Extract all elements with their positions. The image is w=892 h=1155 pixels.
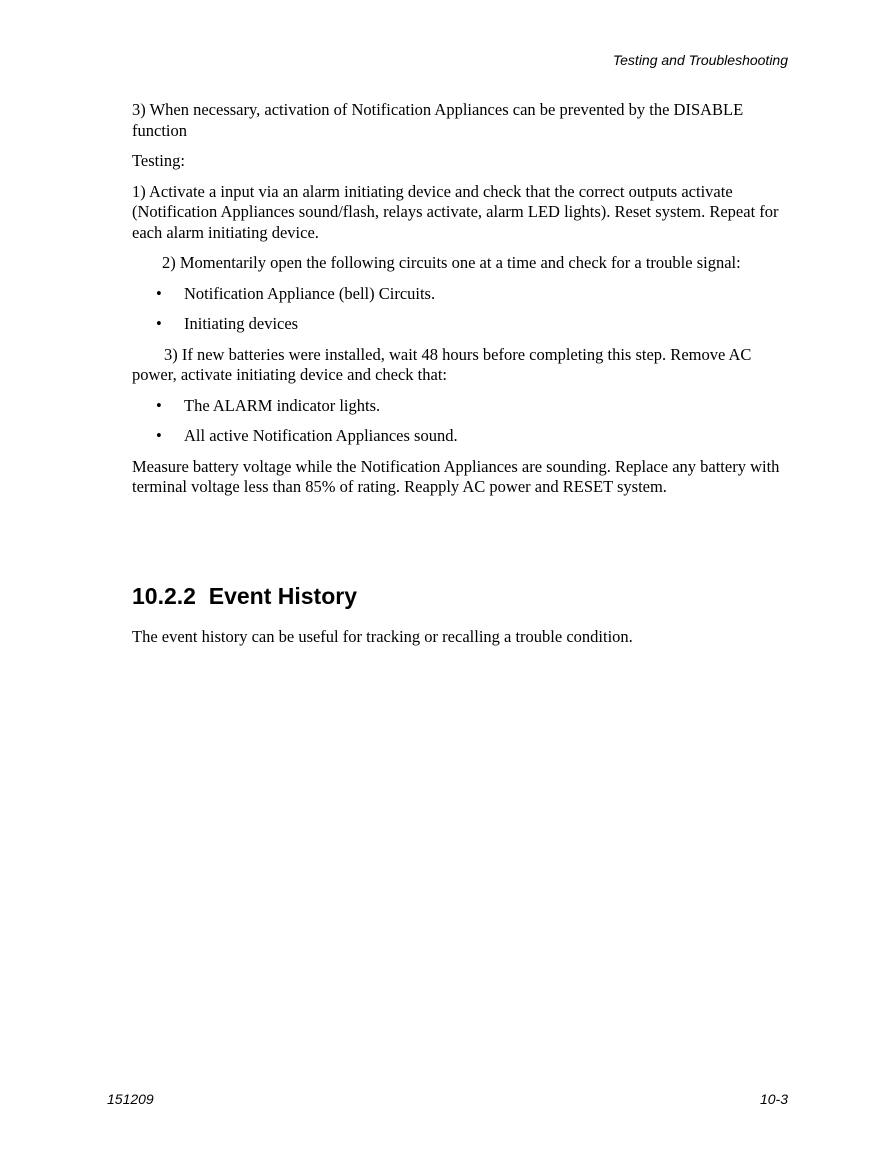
running-header: Testing and Troubleshooting	[612, 52, 788, 68]
bullet-icon: •	[156, 426, 162, 445]
list-item-text: Notification Appliance (bell) Circuits.	[184, 283, 436, 303]
list-item-text: The ALARM indicator lights.	[184, 395, 381, 415]
list-item	[132, 284, 792, 305]
section-title: Event History	[208, 583, 357, 609]
bullet-icon: •	[156, 283, 162, 303]
list-item-text: Initiating devices	[184, 314, 299, 333]
test-step-3: 3) If new batteries were installed, wait 48 hours before completing this step. Remove AC power, activate initiating device and check that:	[132, 344, 752, 384]
paragraph-disable: 3) When necessary, activation of Notification Appliances can be prevented by the DISABLE function	[132, 100, 744, 140]
list-item	[132, 396, 792, 417]
battery-paragraph: Measure battery voltage while the Notification Appliances are sounding. Replace any battery with terminal voltage less than 85% of rating. Reapply AC power and RESET system.	[132, 456, 780, 496]
section-paragraph: The event history can be useful for tracking or recalling a trouble condition.	[132, 627, 633, 646]
bullet-icon: •	[156, 314, 162, 333]
test-step-2: 2) Momentarily open the following circuits one at a time and check for a trouble signal:	[162, 253, 741, 272]
list-item	[132, 426, 792, 447]
page-number: 10-3	[759, 1091, 788, 1107]
section-number: 10.2.2	[132, 583, 196, 609]
document-number: 151209	[107, 1091, 154, 1107]
list-item	[132, 314, 792, 335]
test-step-1: 1) Activate a input via an alarm initiating device and check that the correct outputs activate (Notification Appliances sound/flash, relays activate, alarm LED lights). Reset system. Repeat for each alarm initiating device.	[132, 181, 779, 242]
bullet-icon: •	[156, 395, 162, 415]
page-body	[132, 100, 792, 508]
list-item-text: All active Notification Appliances sound.	[184, 426, 458, 445]
testing-label: Testing:	[132, 151, 185, 170]
section-heading	[132, 582, 357, 610]
